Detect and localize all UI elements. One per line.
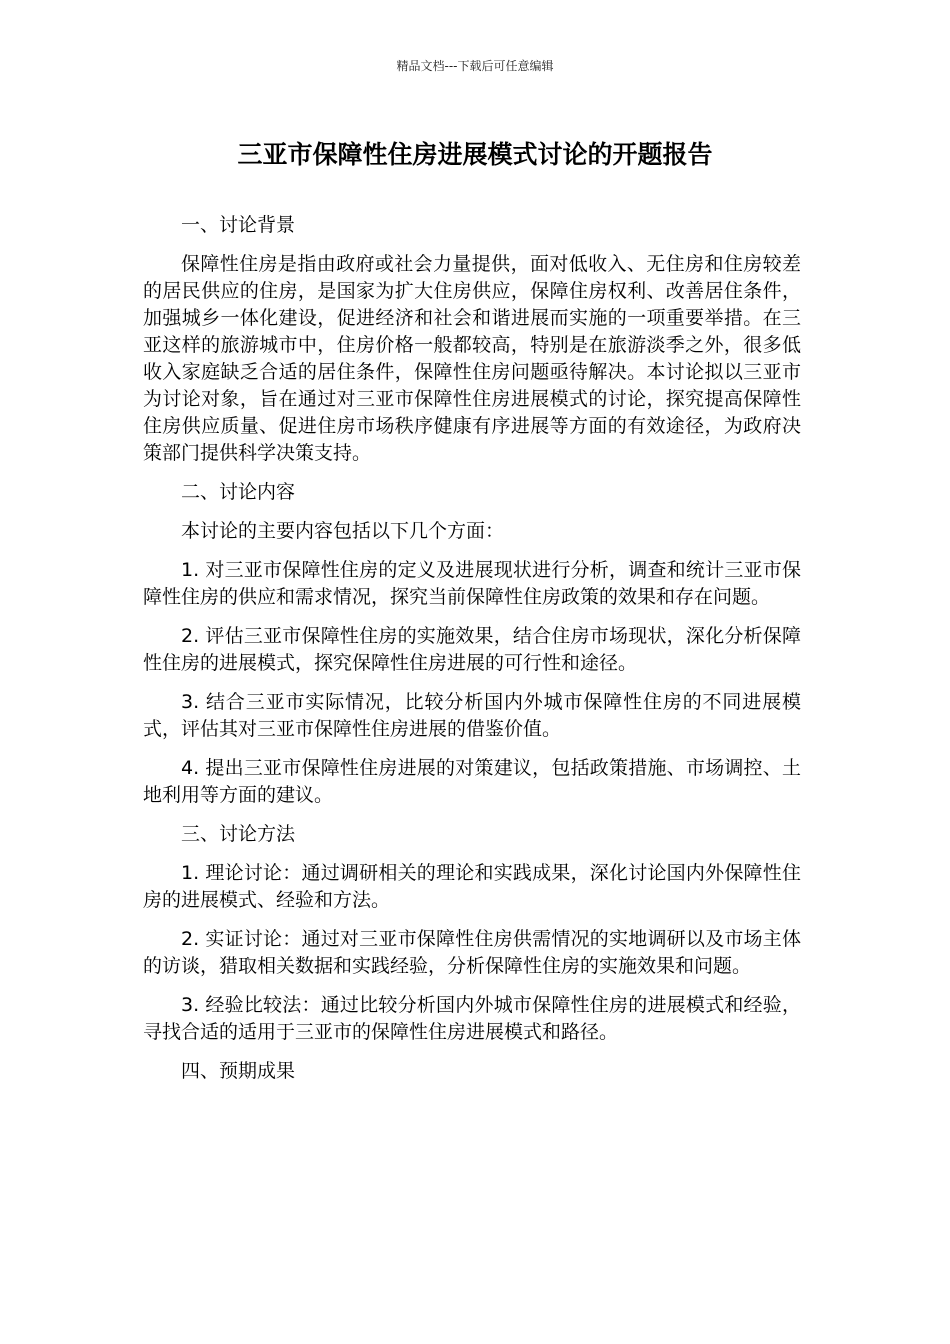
- method-item-1: 1. 理论讨论：通过调研相关的理论和实践成果，深化讨论国内外保障性住房的进展模式、经验和方法。: [143, 862, 801, 911]
- method-item-2: 2. 实证讨论：通过对三亚市保障性住房供需情况的实地调研以及市场主体的访谈，猎取相关数据和实践经验，分析保障性住房的实施效果和问题。: [143, 928, 801, 977]
- content-item-3: 3. 结合三亚市实际情况，比较分析国内外城市保障性住房的不同进展模式，评估其对三亚市保障性住房进展的借鉴价值。: [143, 691, 801, 740]
- section-heading-content: 二、讨论内容: [181, 481, 296, 503]
- section-heading-methods: 三、讨论方法: [181, 823, 296, 845]
- header-note: 精品文档---下载后可任意编辑: [396, 59, 554, 73]
- content-item-1: 1. 对三亚市保障性住房的定义及进展现状进行分析，调查和统计三亚市保障性住房的供应和需求情况，探究当前保障性住房政策的效果和存在问题。: [143, 559, 801, 608]
- background-paragraph: 保障性住房是指由政府或社会力量提供，面对低收入、无住房和住房较差的居民供应的住房，是国家为扩大住房供应，保障住房权利、改善居住条件，加强城乡一体化建设，促进经济和社会和谐进展而实施的一项重要举措。在三亚这样的旅游城市中，住房价格一般都较高，特别是在旅游淡季之外，很多低收入家庭缺乏合适的居住条件，保障性住房问题亟待解决。本讨论拟以三亚市为讨论对象，旨在通过对三亚市保障性住房进展模式的讨论，探究提高保障性住房供应质量、促进住房市场秩序健康有序进展等方面的有效途径，为政府决策部门提供科学决策支持。: [143, 253, 801, 464]
- section-heading-expected-results: 四、预期成果: [181, 1060, 296, 1082]
- content-item-4: 4. 提出三亚市保障性住房进展的对策建议，包括政策措施、市场调控、土地利用等方面的建议。: [143, 757, 801, 806]
- method-item-3: 3. 经验比较法：通过比较分析国内外城市保障性住房的进展模式和经验，寻找合适的适用于三亚市的保障性住房进展模式和路径。: [143, 994, 801, 1043]
- document-body: [143, 212, 801, 1097]
- section-heading-background: 一、讨论背景: [181, 214, 296, 236]
- content-intro: 本讨论的主要内容包括以下几个方面：: [181, 520, 505, 542]
- document-title: 三亚市保障性住房进展模式讨论的开题报告: [237, 140, 713, 169]
- content-item-2: 2. 评估三亚市保障性住房的实施效果，结合住房市场现状，深化分析保障性住房的进展模式，探究保障性住房进展的可行性和途径。: [143, 625, 801, 674]
